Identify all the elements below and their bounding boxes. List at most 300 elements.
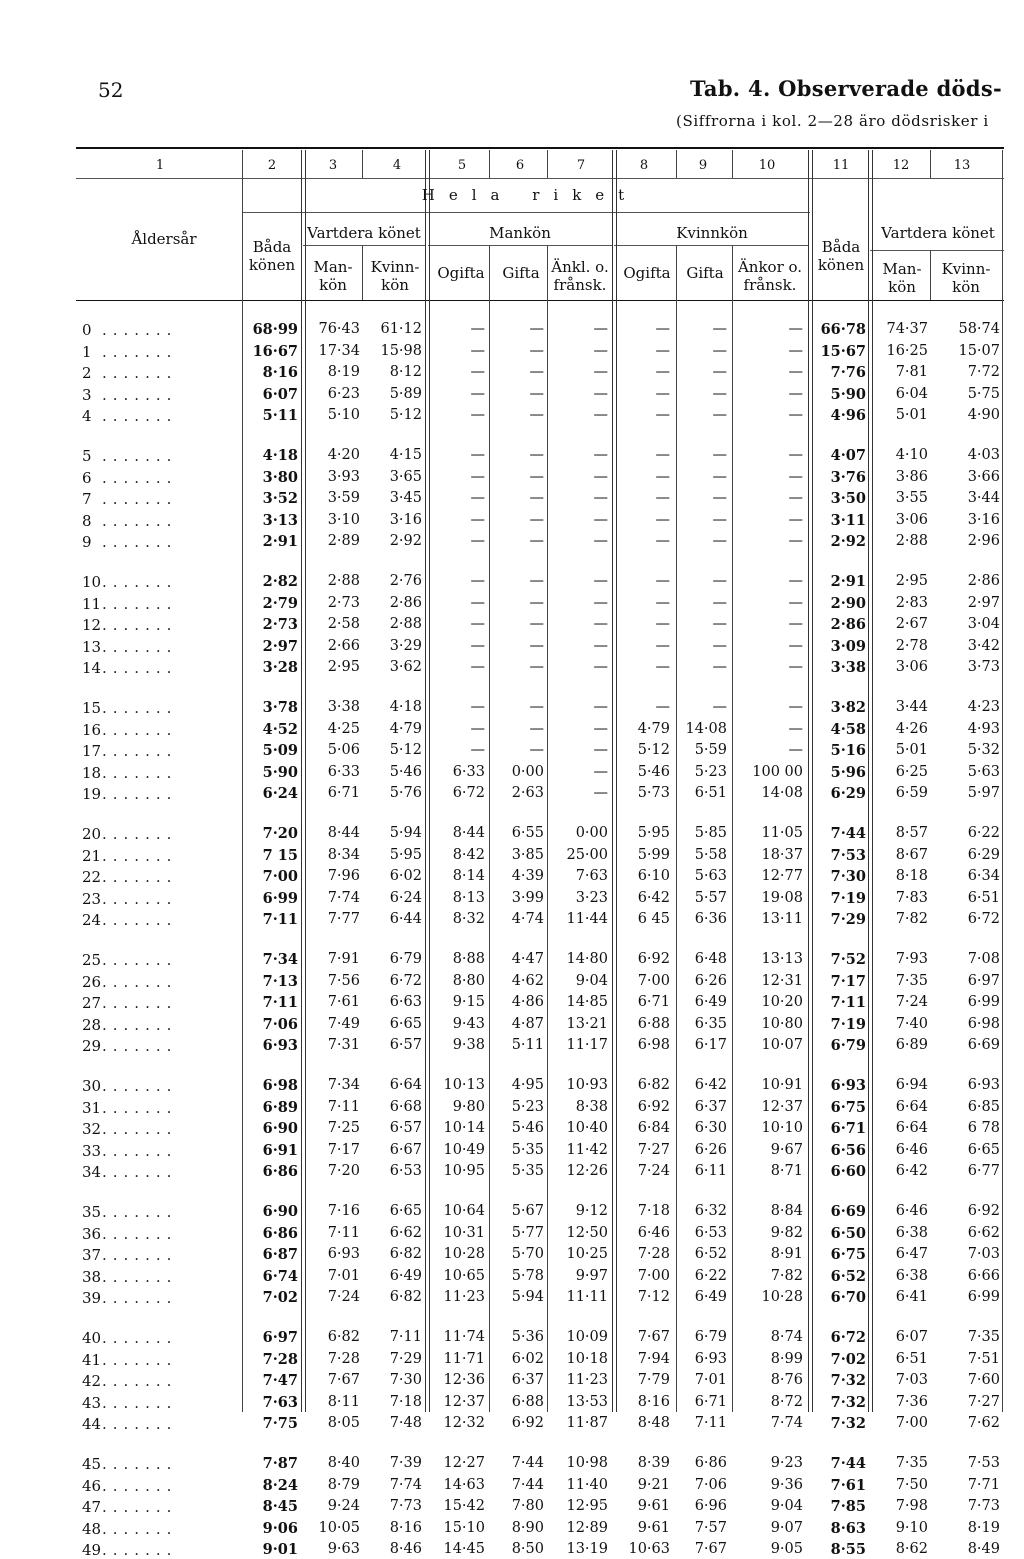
table-cell-c5: — [470, 659, 485, 675]
table-cell-c8: 7·28 [637, 1246, 670, 1262]
table-subtitle: (Siffrorna i kol. 2—28 äro dödsrisker i [676, 112, 989, 130]
table-cell-c4: 2·92 [389, 533, 422, 549]
table-cell-c13: 7·27 [967, 1393, 1000, 1410]
table-cell-c10: — [788, 468, 803, 485]
table-cell-c3: 6·82 [327, 1329, 360, 1345]
table-cell-c6: 3·85 [511, 846, 544, 863]
table-cell-c12: 4·10 [895, 447, 928, 463]
table-cell-c12: 8·18 [895, 868, 928, 884]
age-label [82, 364, 242, 382]
table-cell-c6: 5·11 [511, 1037, 544, 1053]
table-cell-c12: 3·06 [895, 659, 928, 675]
table-cell-c8: 8·16 [637, 1393, 670, 1410]
column-number: 9 [698, 158, 708, 173]
table-cell-c12: 6·38 [895, 1267, 928, 1284]
column-divider [301, 150, 306, 1412]
column-divider [612, 150, 617, 1412]
leader-dots: ....... [102, 342, 178, 361]
table-cell-c2: 6·99 [262, 889, 298, 907]
table-cell-c12: 6·46 [895, 1203, 928, 1219]
table-cell-c6: — [529, 573, 544, 589]
leader-dots: ....... [102, 407, 178, 425]
age-label [82, 1520, 242, 1538]
table-cell-c2: 2·97 [262, 637, 298, 655]
age-label [82, 1016, 242, 1034]
table-cell-c2: 8·24 [262, 1476, 298, 1494]
table-cell-c13: 5·75 [967, 385, 1000, 402]
table-cell-c7: 11·87 [566, 1415, 608, 1431]
table-cell-c8: 5·46 [637, 763, 670, 780]
table-cell-c10: — [788, 321, 803, 337]
table-cell-c6: 5·36 [511, 1329, 544, 1345]
age-value: 14 [82, 659, 102, 677]
table-cell-c9: 6·11 [694, 1163, 727, 1179]
table-cell-c5: 11·23 [443, 1289, 485, 1305]
leader-dots: ....... [102, 1037, 178, 1055]
age-value: 49 [82, 1541, 102, 1559]
table-cell-c6: 5·23 [511, 1098, 544, 1115]
table-cell-c5: 10·65 [443, 1267, 485, 1284]
table-cell-c8: — [655, 321, 670, 337]
age-label [82, 321, 242, 339]
age-value: 33 [82, 1141, 102, 1160]
table-cell-c4: 6·65 [389, 1015, 422, 1032]
table-cell-c9: 6·48 [694, 951, 727, 967]
table-cell-c6: — [529, 447, 544, 463]
table-cell-c5: 10·95 [443, 1163, 485, 1179]
table-cell-c6: 4·62 [511, 972, 544, 989]
table-cell-c10: — [788, 637, 803, 654]
table-cell-c2: 5·11 [262, 407, 298, 424]
table-cell-c9: — [712, 468, 727, 485]
table-cell-c3: 6·93 [327, 1246, 360, 1262]
table-cell-c9: — [712, 321, 727, 337]
age-value: 47 [82, 1498, 102, 1516]
column-divider [489, 150, 490, 178]
table-cell-c2: 7·34 [262, 951, 298, 968]
table-cell-c9: 5·63 [694, 868, 727, 884]
table-cell-c7: 11·17 [566, 1037, 608, 1053]
table-cell-c3: 7·49 [327, 1015, 360, 1032]
table-cell-c6: — [529, 659, 544, 675]
table-cell-c4: 6·49 [389, 1267, 422, 1284]
table-cell-c10: 11·05 [761, 825, 803, 841]
table-cell-c3: 7·11 [327, 1224, 360, 1241]
table-cell-c7: 10·40 [566, 1120, 608, 1136]
age-value: 8 [82, 511, 92, 530]
kvinnkon-short-header-2: Kvinn- kön [941, 260, 991, 296]
table-cell-c13: 58·74 [958, 321, 1000, 337]
table-cell-c13: 6·65 [967, 1141, 1000, 1158]
table-cell-c7: 10·93 [566, 1077, 608, 1093]
table-cell-c8: — [655, 342, 670, 359]
vartdera-konet-header-2: Vartdera könet [881, 224, 995, 242]
table-cell-c11: 7·61 [830, 1476, 866, 1494]
table-cell-c4: 2·76 [389, 573, 422, 589]
table-cell-c9: 6·49 [694, 994, 727, 1010]
table-cell-c8: — [655, 594, 670, 611]
table-cell-c3: 7·11 [327, 1098, 360, 1115]
column-number: 7 [576, 158, 586, 173]
leader-dots: ....... [102, 1329, 178, 1347]
age-label [82, 1541, 242, 1559]
table-cell-c7: 11·23 [566, 1372, 608, 1388]
table-cell-c9: 5·58 [694, 846, 727, 863]
table-cell-c6: 6·88 [511, 1393, 544, 1410]
column-divider [808, 150, 813, 1412]
table-cell-c6: — [529, 490, 544, 506]
table-cell-c2: 7·28 [262, 1350, 298, 1368]
column-number: 5 [457, 158, 467, 173]
table-cell-c2: 6·89 [262, 1098, 298, 1116]
age-value: 34 [82, 1163, 102, 1181]
age-label [82, 1203, 242, 1221]
age-label [82, 1120, 242, 1138]
table-cell-c7: 10·18 [566, 1350, 608, 1367]
table-cell-c13: 6·92 [967, 1203, 1000, 1219]
table-cell-c2: 7·87 [262, 1455, 298, 1472]
table-cell-c4: 4·15 [389, 447, 422, 463]
table-cell-c13: 6·85 [967, 1098, 1000, 1115]
age-value: 20 [82, 825, 102, 843]
age-value: 21 [82, 846, 102, 865]
table-cell-c13: 6·99 [967, 994, 1000, 1010]
table-cell-c3: 2·89 [327, 533, 360, 549]
table-cell-c10: 8·72 [770, 1393, 803, 1410]
age-value: 35 [82, 1203, 102, 1221]
table-cell-c10: 8·74 [770, 1329, 803, 1345]
table-cell-c5: — [470, 699, 485, 715]
column-divider [1002, 150, 1003, 1412]
table-cell-c2: 7·47 [262, 1372, 298, 1389]
leader-dots: ....... [102, 1289, 178, 1307]
table-cell-c2: 6·93 [262, 1037, 298, 1054]
table-cell-c11: 4·07 [830, 447, 866, 464]
column-divider [242, 150, 243, 1412]
table-cell-c2: 6·86 [262, 1163, 298, 1180]
table-cell-c4: 6·64 [389, 1077, 422, 1093]
table-cell-c13: 6·93 [967, 1077, 1000, 1093]
table-cell-c10: 18·37 [761, 846, 803, 863]
table-cell-c13: 7·72 [967, 364, 1000, 380]
column-divider [930, 250, 931, 300]
table-cell-c3: 7·96 [327, 868, 360, 884]
table-cell-c4: 4·18 [389, 699, 422, 715]
table-cell-c13: 6·34 [967, 868, 1000, 884]
table-cell-c12: 8·62 [895, 1541, 928, 1557]
leader-dots: ....... [102, 1415, 178, 1433]
table-cell-c7: — [593, 533, 608, 549]
table-cell-c8: — [655, 385, 670, 402]
table-cell-c2: 4·18 [262, 447, 298, 464]
table-cell-c3: 7·74 [327, 889, 360, 906]
table-cell-c9: 14·08 [685, 720, 727, 737]
table-cell-c4: 6·02 [389, 868, 422, 884]
table-cell-c6: 0·00 [511, 763, 544, 780]
table-cell-c3: 7·56 [327, 972, 360, 989]
table-cell-c13: 5·63 [967, 763, 1000, 780]
bada-konen-header-2: Båda könen [817, 238, 865, 274]
table-cell-c11: 8·55 [830, 1541, 866, 1558]
table-cell-c10: 12·37 [761, 1098, 803, 1115]
age-label [82, 868, 242, 886]
age-value: 42 [82, 1372, 102, 1390]
table-cell-c6: 5·35 [511, 1141, 544, 1158]
table-cell-c8: 6·82 [637, 1077, 670, 1093]
table-cell-c5: 9·38 [452, 1037, 485, 1053]
table-cell-c13: 6·99 [967, 1289, 1000, 1305]
table-cell-c13: 6·77 [967, 1163, 1000, 1179]
table-cell-c7: — [593, 407, 608, 423]
table-cell-c12: 6·41 [895, 1289, 928, 1305]
age-label [82, 742, 242, 760]
age-value: 3 [82, 385, 92, 404]
table-cell-c6: — [529, 594, 544, 611]
table-cell-c11: 6·75 [830, 1098, 866, 1116]
table-cell-c6: 5·77 [511, 1224, 544, 1241]
table-cell-c2: 7·20 [262, 825, 298, 842]
age-label [82, 1455, 242, 1473]
table-cell-c12: 5·01 [895, 742, 928, 758]
table-cell-c12: 6·38 [895, 1224, 928, 1241]
age-label [82, 1329, 242, 1347]
hela-riket-rule [242, 212, 810, 213]
table-cell-c10: 9·82 [770, 1224, 803, 1241]
table-cell-c3: 7·25 [327, 1120, 360, 1136]
age-value: 10 [82, 573, 102, 591]
column-number: 11 [832, 158, 850, 173]
leader-dots: ....... [102, 511, 178, 530]
table-cell-c5: — [470, 364, 485, 380]
table-cell-c9: 6·30 [694, 1120, 727, 1136]
table-cell-c2: 8·45 [262, 1498, 298, 1515]
leader-dots: ....... [102, 889, 178, 908]
table-cell-c8: 7·00 [637, 972, 670, 989]
table-cell-c3: 76·43 [318, 321, 360, 337]
table-cell-c7: — [593, 342, 608, 359]
table-cell-c2: 7·75 [262, 1415, 298, 1432]
age-value: 25 [82, 951, 102, 969]
table-cell-c8: 8·48 [637, 1415, 670, 1431]
table-cell-c5: 14·45 [443, 1541, 485, 1557]
table-cell-c3: 17·34 [318, 342, 360, 359]
table-cell-c8: — [655, 364, 670, 380]
age-value: 48 [82, 1519, 102, 1538]
age-label [82, 699, 242, 717]
table-cell-c8: 5·99 [637, 846, 670, 863]
table-cell-c12: 9·10 [895, 1519, 928, 1536]
table-cell-c11: 3·38 [830, 659, 866, 676]
table-cell-c8: 7·24 [637, 1163, 670, 1179]
table-cell-c4: 3·29 [389, 637, 422, 654]
table-cell-c6: 5·70 [511, 1246, 544, 1262]
table-cell-c10: 10·07 [761, 1037, 803, 1053]
table-cell-c8: 6·88 [637, 1015, 670, 1032]
table-cell-c4: 3·16 [389, 511, 422, 528]
table-cell-c8: — [655, 490, 670, 506]
table-cell-c4: 6·65 [389, 1203, 422, 1219]
kvinnkon-header: Kvinnkön [676, 224, 748, 242]
table-cell-c13: 3·42 [967, 637, 1000, 654]
age-value: 43 [82, 1393, 102, 1412]
table-cell-c7: — [593, 699, 608, 715]
column-number-rule [76, 178, 1004, 179]
table-cell-c6: — [529, 533, 544, 549]
leader-dots: ....... [102, 1015, 178, 1034]
table-cell-c10: 9·36 [770, 1476, 803, 1493]
age-label [82, 911, 242, 929]
table-cell-c13: 5·32 [967, 742, 1000, 758]
table-cell-c10: 8·76 [770, 1372, 803, 1388]
table-cell-c7: — [593, 616, 608, 632]
table-cell-c13: 3·16 [967, 511, 1000, 528]
table-cell-c2: 6·97 [262, 1329, 298, 1346]
leader-dots: ....... [102, 1120, 178, 1138]
table-cell-c4: 6·44 [389, 911, 422, 927]
table-cell-c5: — [470, 385, 485, 402]
table-cell-c13: 4·03 [967, 447, 1000, 463]
bada-konen-header: Båda könen [248, 238, 296, 274]
table-cell-c3: 6·33 [327, 763, 360, 780]
table-cell-c5: 8·42 [452, 846, 485, 863]
table-cell-c8: — [655, 659, 670, 675]
table-cell-c11: 6·71 [830, 1120, 866, 1137]
table-cell-c8: 9·61 [637, 1519, 670, 1536]
table-cell-c7: 13·53 [566, 1393, 608, 1410]
age-value: 16 [82, 720, 102, 739]
table-cell-c5: 12·27 [443, 1455, 485, 1471]
table-cell-c11: 4·58 [830, 720, 866, 738]
table-cell-c5: 11·71 [443, 1350, 485, 1367]
table-cell-c2: 7·02 [262, 1289, 298, 1306]
age-value: 19 [82, 785, 102, 803]
table-cell-c9: — [712, 407, 727, 423]
age-value: 15 [82, 699, 102, 717]
leader-dots: ....... [102, 868, 178, 886]
table-cell-c4: 6·63 [389, 994, 422, 1010]
table-cell-c12: 2·78 [895, 637, 928, 654]
table-cell-c10: 9·05 [770, 1541, 803, 1557]
table-cell-c11: 4·96 [830, 407, 866, 424]
table-cell-c2: 7·06 [262, 1015, 298, 1033]
table-cell-c4: 5·12 [389, 742, 422, 758]
age-label [82, 764, 242, 782]
table-cell-c6: 4·87 [511, 1015, 544, 1032]
table-cell-c12: 3·55 [895, 490, 928, 506]
table-cell-c8: 4·79 [637, 720, 670, 737]
table-cell-c11: 7·29 [830, 911, 866, 928]
table-cell-c2: 68·99 [252, 321, 298, 338]
table-cell-c11: 6·52 [830, 1267, 866, 1285]
table-cell-c11: 2·90 [830, 594, 866, 612]
leader-dots: ....... [102, 951, 178, 969]
table-cell-c8: 7·94 [637, 1350, 670, 1367]
table-cell-c13: 7·62 [967, 1415, 1000, 1431]
table-cell-c6: 4·86 [511, 994, 544, 1010]
table-cell-c4: 7·39 [389, 1455, 422, 1471]
ogifta-header-kvinn: Ogifta [623, 264, 671, 282]
table-cell-c11: 7·02 [830, 1350, 866, 1368]
table-cell-c13: 6 78 [967, 1120, 1000, 1136]
age-value: 7 [82, 490, 92, 508]
table-cell-c12: 7·93 [895, 951, 928, 967]
table-cell-c8: — [655, 447, 670, 463]
table-cell-c12: 7·35 [895, 972, 928, 989]
table-cell-c5: — [470, 720, 485, 737]
hela-riket-header: Hela riket [421, 186, 639, 204]
leader-dots: ....... [102, 447, 178, 465]
table-cell-c12: 3·86 [895, 468, 928, 485]
age-value: 41 [82, 1350, 102, 1369]
table-cell-c7: 10·98 [566, 1455, 608, 1471]
table-cell-c11: 6·75 [830, 1246, 866, 1263]
vartdera-rule-right [870, 250, 1004, 251]
table-cell-c10: 100 00 [752, 763, 803, 780]
age-value: 30 [82, 1077, 102, 1095]
age-label [82, 1077, 242, 1095]
column-divider [732, 245, 733, 1412]
table-cell-c3: 7·34 [327, 1077, 360, 1093]
table-cell-c10: — [788, 447, 803, 463]
ankor-fransk-header: Änkor o. frånsk. [737, 258, 803, 294]
leader-dots: ....... [102, 490, 178, 508]
table-cell-c4: 6·53 [389, 1163, 422, 1179]
table-cell-c6: 2·63 [511, 785, 544, 801]
ankl-fransk-header: Änkl. o. frånsk. [551, 258, 609, 294]
table-cell-c3: 3·10 [327, 511, 360, 528]
table-cell-c2: 6·91 [262, 1141, 298, 1159]
table-cell-c13: 6·97 [967, 972, 1000, 989]
age-value: 36 [82, 1224, 102, 1243]
table-cell-c7: 0·00 [575, 825, 608, 841]
age-label [82, 1477, 242, 1495]
table-cell-c10: — [788, 364, 803, 380]
table-cell-c4: 7·48 [389, 1415, 422, 1431]
table-cell-c5: — [470, 490, 485, 506]
table-cell-c12: 3·06 [895, 511, 928, 528]
table-cell-c7: — [593, 785, 608, 801]
age-label [82, 1099, 242, 1117]
leader-dots: ....... [102, 321, 178, 339]
table-cell-c9: 7·01 [694, 1372, 727, 1388]
table-cell-c4: 7·18 [389, 1393, 422, 1410]
table-cell-c11: 6·29 [830, 785, 866, 802]
leader-dots: ....... [102, 1267, 178, 1286]
age-value: 11 [82, 594, 102, 613]
table-cell-c12: 7·03 [895, 1372, 928, 1388]
age-label [82, 1268, 242, 1286]
leader-dots: ....... [102, 785, 178, 803]
table-cell-c3: 7·01 [327, 1267, 360, 1284]
table-cell-c12: 16·25 [886, 342, 928, 359]
table-cell-c7: — [593, 742, 608, 758]
table-cell-c11: 7·32 [830, 1393, 866, 1411]
table-cell-c11: 2·86 [830, 616, 866, 633]
table-cell-c5: 10·14 [443, 1120, 485, 1136]
table-cell-c9: 6·49 [694, 1289, 727, 1305]
table-cell-c3: 2·95 [327, 659, 360, 675]
table-cell-c5: 10·49 [443, 1141, 485, 1158]
table-cell-c9: — [712, 637, 727, 654]
table-cell-c10: 10·80 [761, 1015, 803, 1032]
table-cell-c6: — [529, 511, 544, 528]
table-cell-c11: 3·82 [830, 699, 866, 716]
leader-dots: ....... [102, 1455, 178, 1473]
age-value: 28 [82, 1015, 102, 1034]
table-cell-c11: 6·93 [830, 1077, 866, 1094]
table-cell-c5: 9·80 [452, 1098, 485, 1115]
table-cell-c4: 6·62 [389, 1224, 422, 1241]
